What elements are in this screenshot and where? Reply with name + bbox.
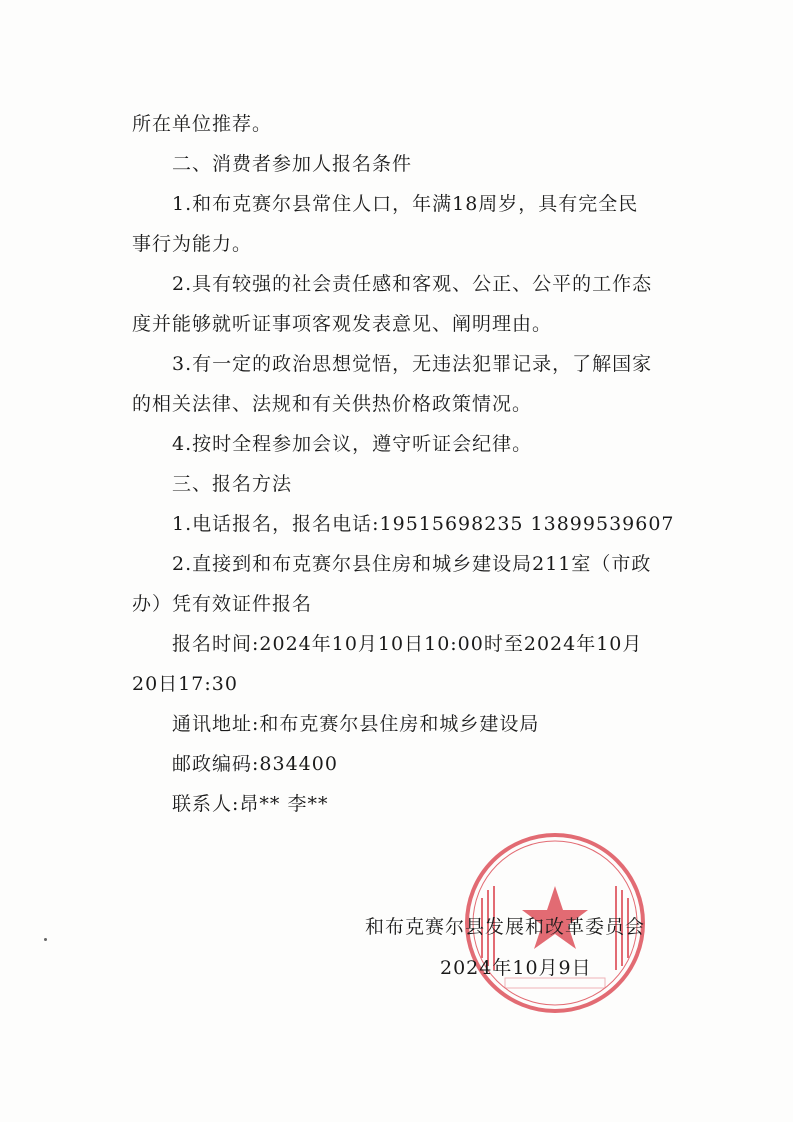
text-line-17: 邮政编码:834400: [172, 753, 338, 775]
text-line-18: 联系人:昂** 李**: [172, 793, 329, 815]
text-line-5: 2.具有较强的社会责任感和客观、公正、公平的工作态: [172, 273, 653, 295]
text-line-13: 办）凭有效证件报名: [132, 593, 313, 615]
issuing-organization: 和布克赛尔县发展和改革委员会: [365, 916, 646, 938]
text-line-8: 的相关法律、法规和有关供热价格政策情况。: [132, 393, 533, 415]
text-line-3: 1.和布克赛尔县常住人口，年满18周岁，具有完全民: [172, 193, 639, 215]
scan-speck: [44, 938, 47, 941]
text-line-9: 4.按时全程参加会议，遵守听证会纪律。: [172, 433, 533, 455]
issue-date: 2024年10月9日: [440, 957, 592, 979]
text-line-14: 报名时间:2024年10月10日10:00时至2024年10月: [172, 633, 643, 655]
section-heading-3: 三、报名方法: [172, 473, 293, 495]
text-line-1: 所在单位推荐。: [132, 113, 273, 135]
text-line-11: 1.电话报名，报名电话:19515698235 13899539607: [172, 513, 675, 535]
text-line-15: 20日17:30: [132, 673, 238, 695]
text-line-6: 度并能够就听证事项客观发表意见、阐明理由。: [132, 313, 553, 335]
text-line-4: 事行为能力。: [132, 233, 253, 255]
text-line-16: 通讯地址:和布克赛尔县住房和城乡建设局: [172, 713, 540, 735]
section-heading-2: 二、消费者参加人报名条件: [172, 153, 413, 175]
text-line-12: 2.直接到和布克赛尔县住房和城乡建设局211室（市政: [172, 553, 652, 575]
text-line-7: 3.有一定的政治思想觉悟，无违法犯罪记录，了解国家: [172, 353, 653, 375]
